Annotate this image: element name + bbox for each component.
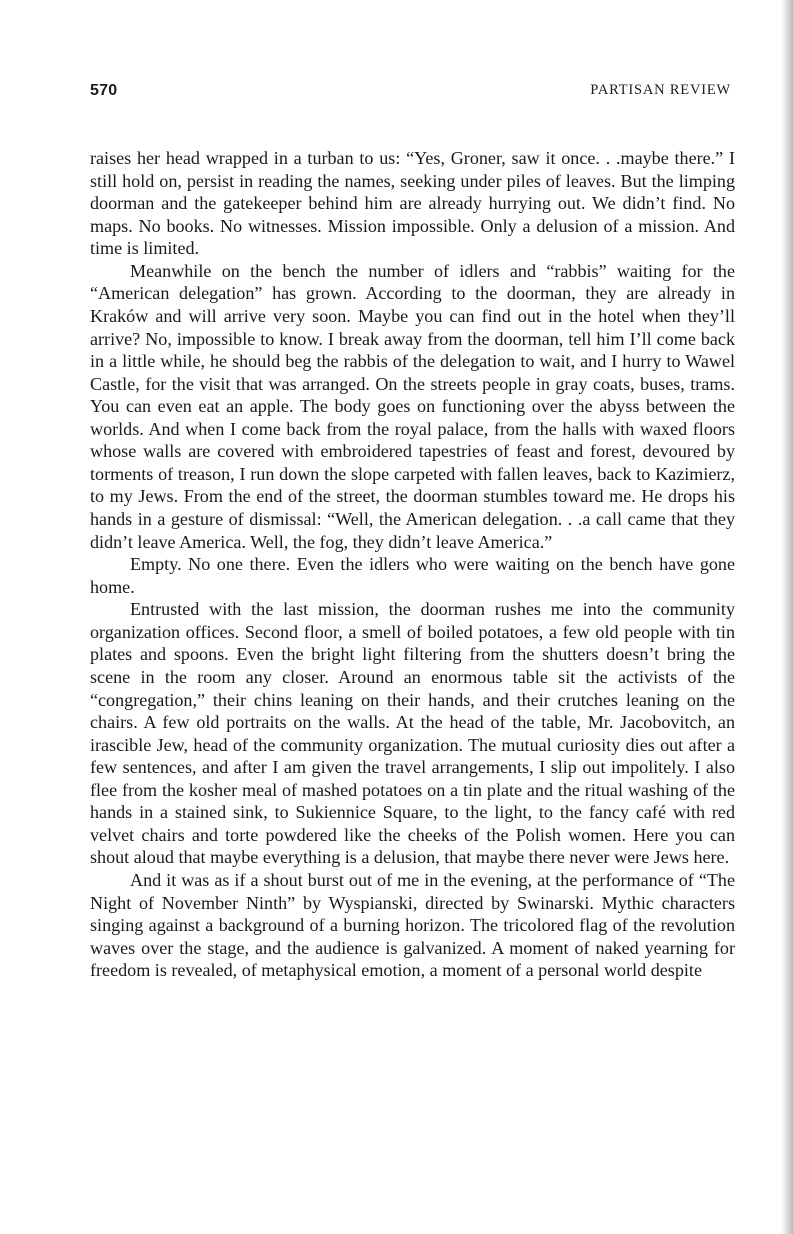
page-edge-shadow [781, 0, 793, 1234]
paragraph: And it was as if a shout burst out of me in the evening, at the performance of “The Night of November Ninth” by Wyspianski, directed by Swinarski. Mythic characters singing against a background of a burning horizon. The tricolored flag of the revolution waves over the stage, and the audience is galvanized. A moment of naked yearning for freedom is revealed, of metaphysical emotion, a moment of a personal world despite [90, 870, 735, 981]
paragraph-continued: raises her head wrapped in a turban to us: “Yes, Groner, saw it once. . .maybe there.” I still hold on, persist in reading the names, seeking under piles of leaves. But the limping doorman and the gatekeeper behind him are already hurrying out. We didn’t find. No maps. No books. No witnesses. Mission impossible. Only a delusion of a mission. And time is limited. [90, 148, 735, 259]
page-header [90, 82, 731, 108]
page-number: 570 [90, 82, 118, 99]
body-text [90, 147, 735, 982]
paragraph: Entrusted with the last mission, the doorman rushes me into the community organization offices. Second floor, a smell of boiled potatoes, a few old people with tin plates and spoons. Even the bright light filtering from the shutters doesn’t bring the scene in the room any closer. Around an enormous table sit the activists of the “congregation,” their chins leaning on their hands, and their crutches leaning on the chairs. A few old portraits on the walls. At the head of the table, Mr. Jacobovitch, an irascible Jew, head of the community organization. The mutual curiosity dies out after a few sentences, and after I am given the travel arrangements, I slip out impolitely. I also flee from the kosher meal of mashed potatoes on a tin plate and the ritual washing of the hands in a stained sink, to Sukiennice Square, to the light, to the fancy café with red velvet chairs and torte powdered like the cheeks of the Polish women. Here you can shout aloud that maybe everything is a delusion, that maybe there never were Jews here. [90, 599, 735, 868]
paragraph: Empty. No one there. Even the idlers who were waiting on the bench have gone home. [90, 554, 735, 597]
paragraph: Meanwhile on the bench the number of idlers and “rabbis” waiting for the “American delegation” has grown. According to the doorman, they are already in Kraków and will arrive very soon. Maybe you can find out in the hotel when they’ll arrive? No, impossible to know. I break away from the doorman, tell him I’ll come back in a little while, he should beg the rabbis of the delegation to wait, and I hurry to Wawel Castle, for the visit that was arranged. On the streets people in gray coats, buses, trams. You can even eat an apple. The body goes on functioning over the abyss between the worlds. And when I come back from the royal palace, from the halls with waxed floors whose walls are covered with embroidered tapestries of feast and forest, devoured by torments of treason, I run down the slope carpeted with fallen leaves, back to Kazimierz, to my Jews. From the end of the street, the doorman stumbles toward me. He drops his hands in a gesture of dismissal: “Well, the American delegation. . .a call came that they didn’t leave America. Well, the fog, they didn’t leave America.” [90, 260, 735, 552]
running-head: PARTISAN REVIEW [590, 82, 731, 98]
